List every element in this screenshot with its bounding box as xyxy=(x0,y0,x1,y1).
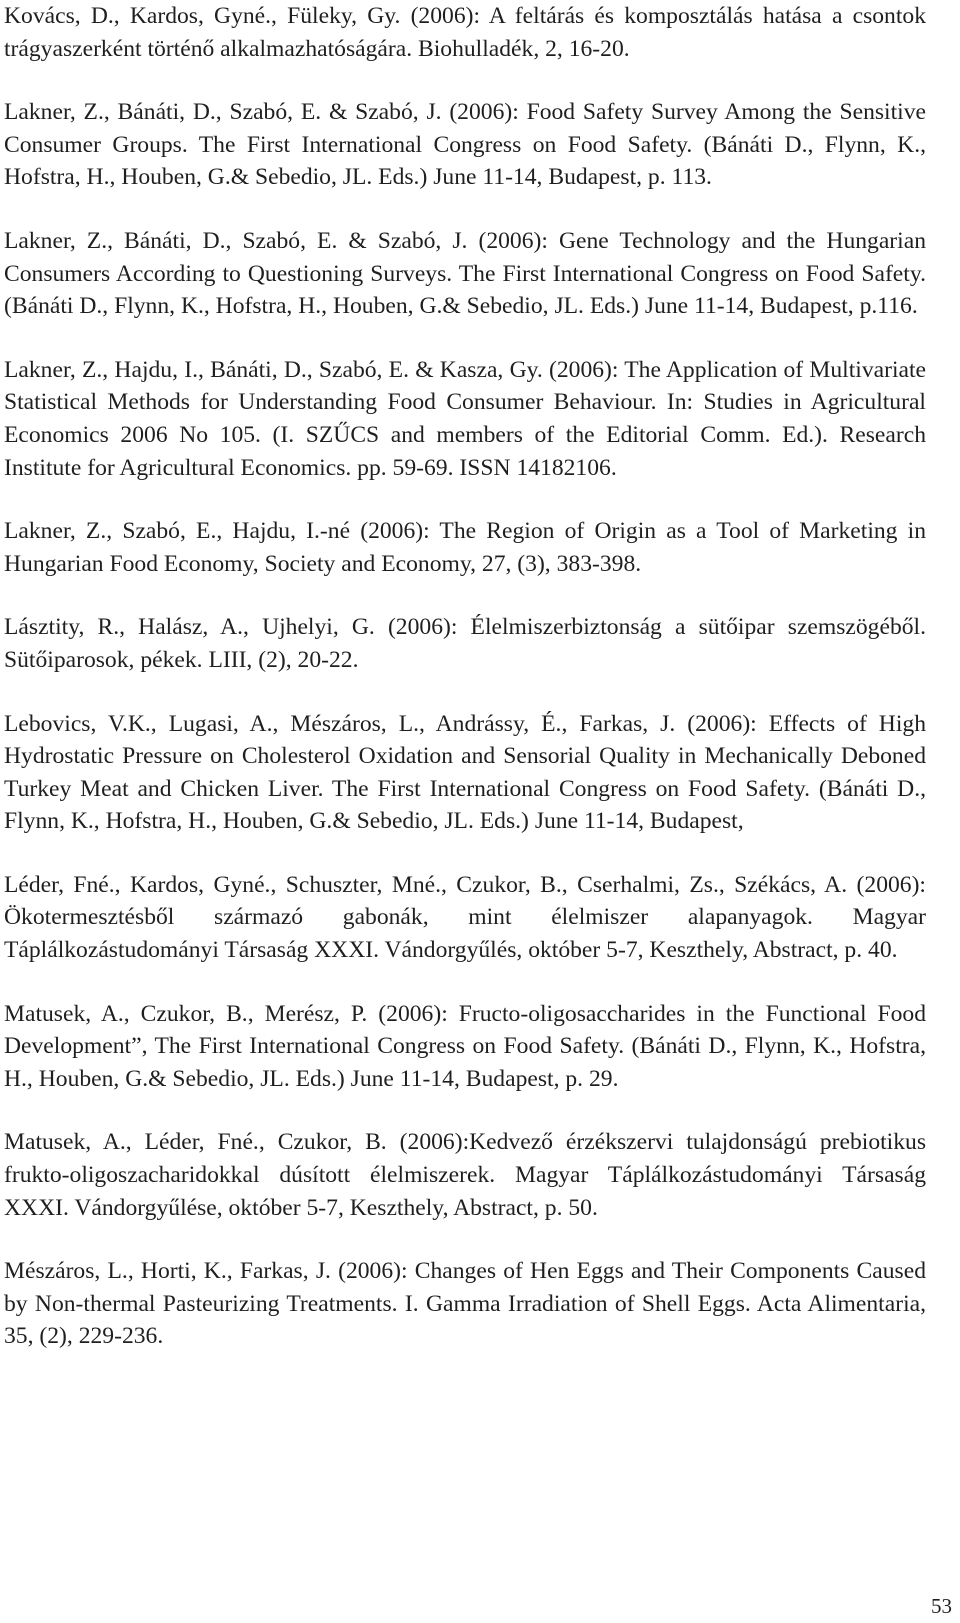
reference-entry: Kovács, D., Kardos, Gyné., Füleky, Gy. (2006): A feltárás és komposztálás hatása a csontok trágyaszerként történő alkalmazhatóságára. Biohulladék, 2, 16-20. xyxy=(4,3,926,62)
reference-entry: Lakner, Z., Hajdu, I., Bánáti, D., Szabó, E. & Kasza, Gy. (2006): The Application of Multivariate Statistical Methods for Understanding Food Consumer Behaviour. In: Studies in Agricultural Economics 2006 No 105. (I. SZŰCS and members of the Editorial Comm. Ed.). Research Institute for Agricultural Economics. pp. 59-69. ISSN 14182106. xyxy=(4,356,926,481)
reference-entry: Léder, Fné., Kardos, Gyné., Schuszter, Mné., Czukor, B., Cserhalmi, Zs., Székács, A. (2006): Ökotermesztésből származó gabonák, mint élelmiszer alapanyagok. Magyar Táplálkozástudományi Társaság XXXI. Vándorgyűlés, október 5-7, Keszthely, Abstract, p. 40. xyxy=(4,871,926,964)
reference-entry: Lakner, Z., Bánáti, D., Szabó, E. & Szabó, J. (2006): Gene Technology and the Hungarian Consumers According to Questioning Surveys. The First International Congress on Food Safety. (Bánáti D., Flynn, K., Hofstra, H., Houben, G.& Sebedio, JL. Eds.) June 11-14, Budapest, p.116. xyxy=(4,227,926,320)
page-number: 53 xyxy=(931,1594,952,1618)
reference-entry: Lebovics, V.K., Lugasi, A., Mészáros, L., Andrássy, É., Farkas, J. (2006): Effects of High Hydrostatic Pressure on Cholesterol Oxidation and Sensorial Quality in Mechanically Deboned Turkey Meat and Chicken Liver. The First International Congress on Food Safety. (Bánáti D., Flynn, K., Hofstra, H., Houben, G.& Sebedio, JL. Eds.) June 11-14, Budapest, xyxy=(4,710,926,835)
reference-entry: Matusek, A., Léder, Fné., Czukor, B. (2006):Kedvező érzékszervi tulajdonságú prebiotikus frukto-oligoszacharidokkal dúsított élelmiszerek. Magyar Táplálkozástudományi Társaság XXXI. Vándorgyűlése, október 5-7, Keszthely, Abstract, p. 50. xyxy=(4,1129,926,1221)
reference-entry: Lakner, Z., Bánáti, D., Szabó, E. & Szabó, J. (2006): Food Safety Survey Among the Sensitive Consumer Groups. The First International Congress on Food Safety. (Bánáti D., Flynn, K., Hofstra, H., Houben, G.& Sebedio, JL. Eds.) June 11-14, Budapest, p. 113. xyxy=(4,99,926,191)
reference-list xyxy=(4,0,926,1384)
reference-entry: Lásztity, R., Halász, A., Ujhelyi, G. (2006): Élelmiszerbiztonság a sütőipar szemszögéből. Sütőiparosok, pékek. LIII, (2), 20-22. xyxy=(4,614,926,673)
reference-entry: Mészáros, L., Horti, K., Farkas, J. (2006): Changes of Hen Eggs and Their Components Caused by Non-thermal Pasteurizing Treatments. I. Gamma Irradiation of Shell Eggs. Acta Alimentaria, 35, (2), 229-236. xyxy=(4,1258,926,1350)
reference-entry: Matusek, A., Czukor, B., Merész, P. (2006): Fructo-oligosaccharides in the Functional Food Development”, The First International Congress on Food Safety. (Bánáti D., Flynn, K., Hofstra, H., Houben, G.& Sebedio, JL. Eds.) June 11-14, Budapest, p. 29. xyxy=(4,1000,926,1092)
reference-entry: Lakner, Z., Szabó, E., Hajdu, I.-né (2006): The Region of Origin as a Tool of Marketing in Hungarian Food Economy, Society and Economy, 27, (3), 383-398. xyxy=(4,518,926,577)
